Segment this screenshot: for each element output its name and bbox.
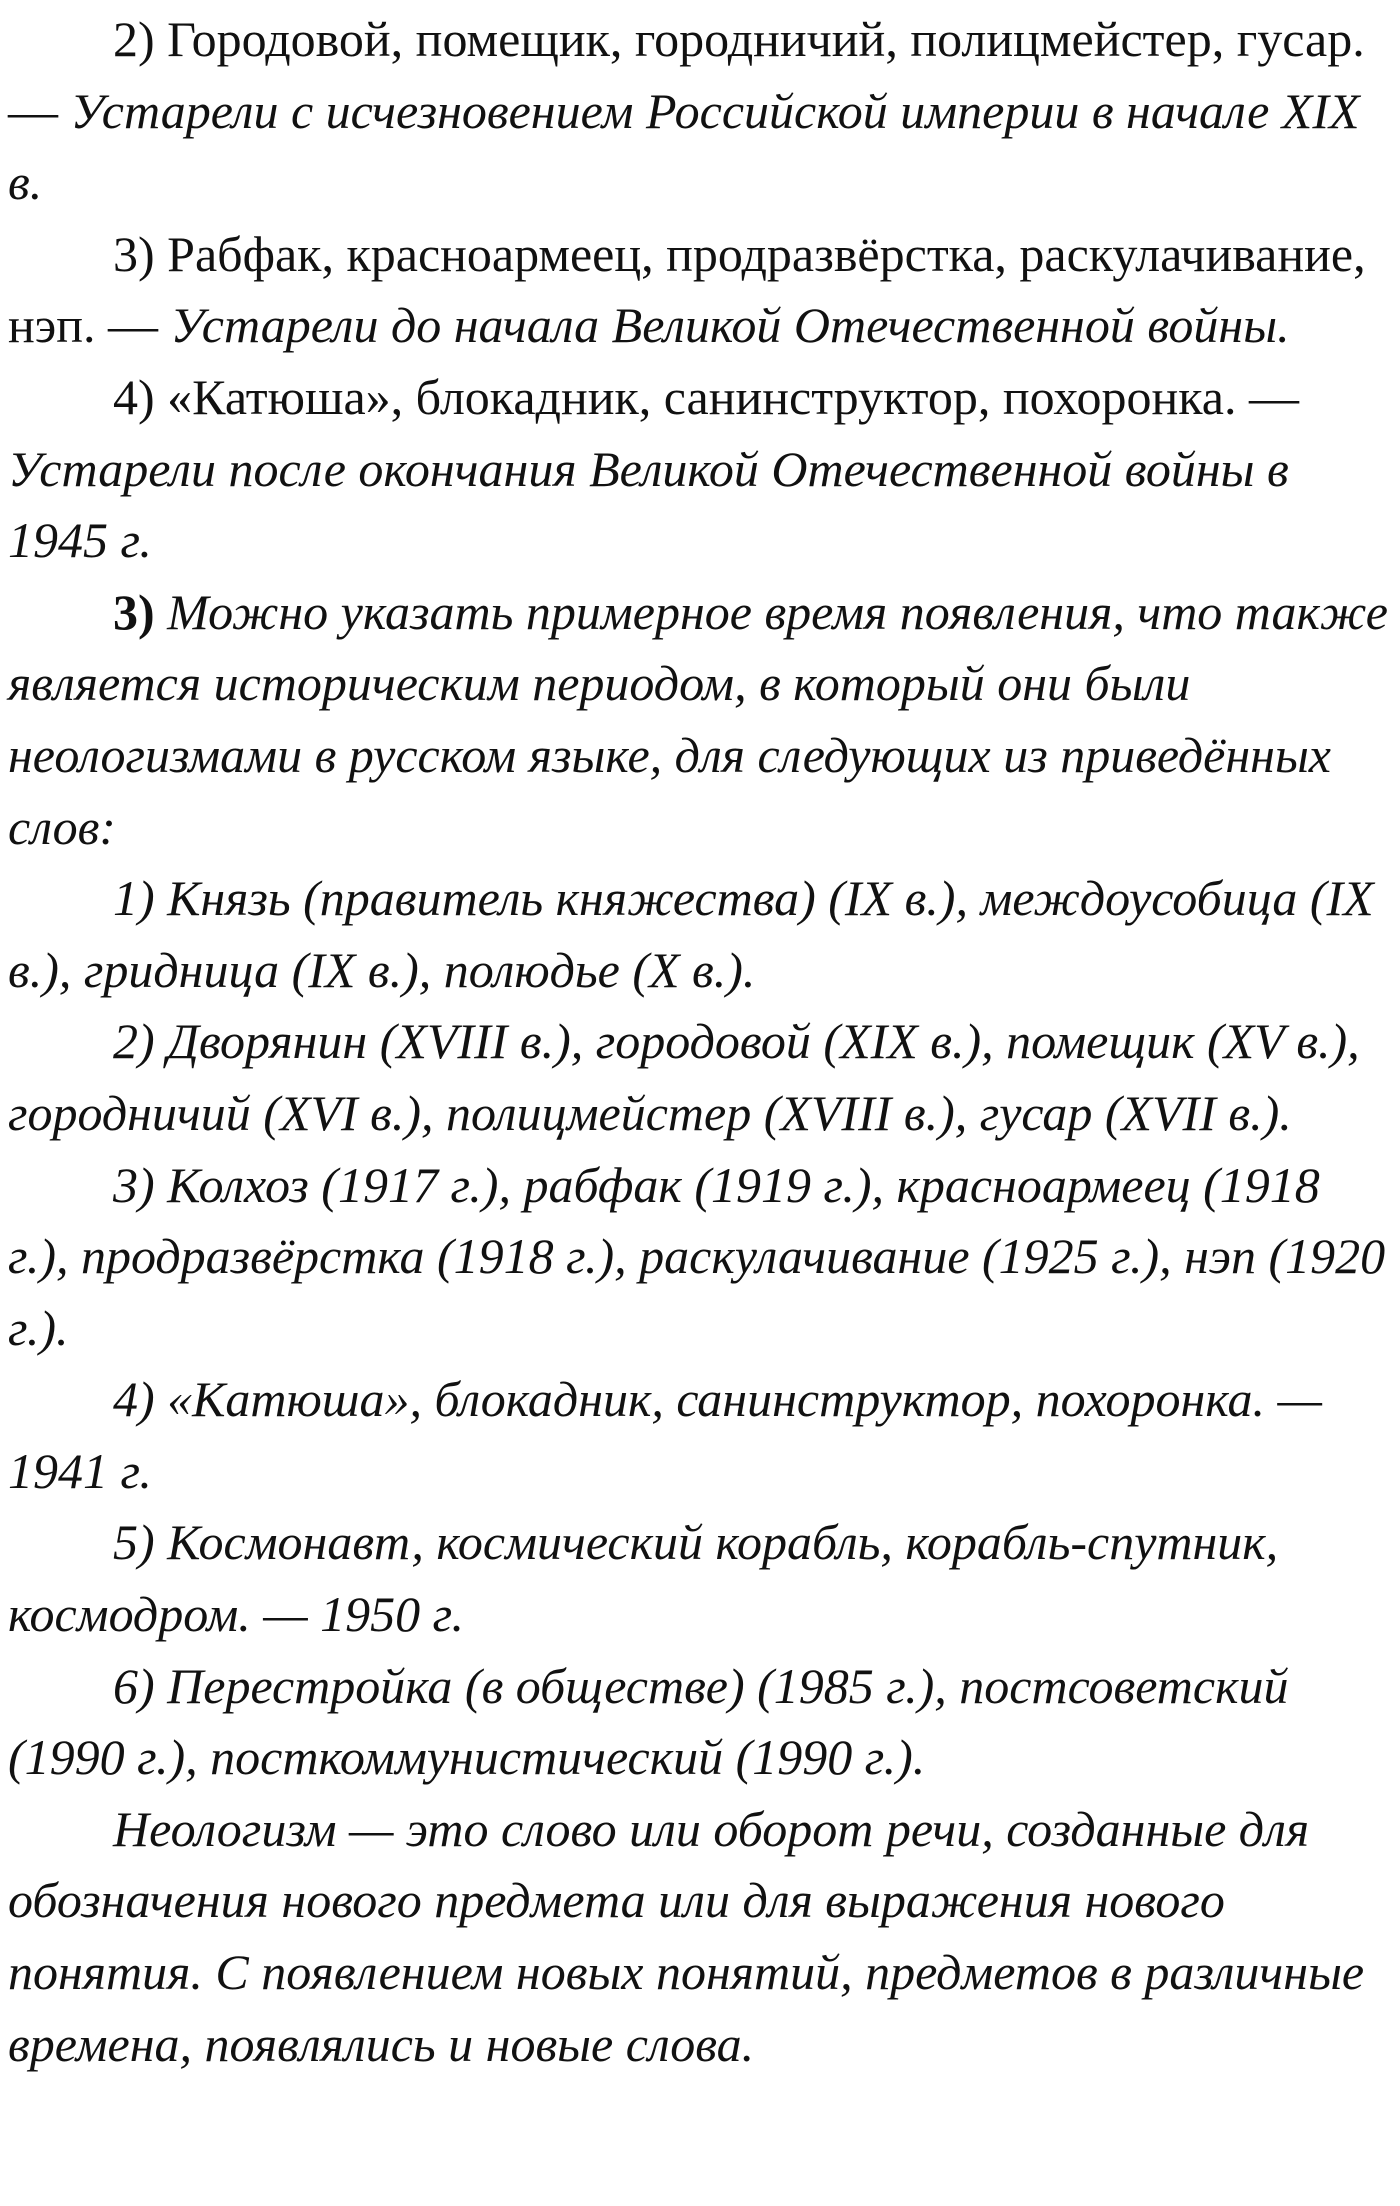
paragraph-explanation: Устарели после окончания Великой Отечественной войны в 1945 г. (8, 440, 1289, 569)
list-item-neologisms-2: 2) Дворянин (XVIII в.), городовой (XIX в.), помещик (XV в.), городничий (XVI в.), полицмейстер (XVIII в.), гусар (XVII в.). (8, 1013, 1360, 1141)
paragraph-explanation: Можно указать примерное время появления, что также является историческим периодом, в который они были неологизмами в русском языке, для следующих из приведённых слов: (8, 583, 1388, 855)
document-page (8, 4, 1392, 2080)
paragraph-obsolete-empire (8, 4, 1392, 219)
paragraph-text: 3) Рабфак, красноармеец, продразвёрстка, раскулачивание, нэп. — (8, 225, 1366, 354)
paragraph-text: 2) Городовой, помещик, городничий, полицмейстер, гусар. — (8, 11, 1365, 139)
paragraph-question-3 (8, 577, 1392, 863)
paragraph-obsolete-postwar (8, 362, 1392, 577)
list-item-neologisms-4: 4) «Катюша», блокадник, санинструктор, похоронка. —1941 г. (8, 1371, 1322, 1499)
paragraph-explanation: Устарели до начала Великой Отечественной войны. (170, 297, 1290, 354)
paragraph-neologism-definition: Неологизм — это слово или оборот речи, созданные для обозначения нового предмета или для выражения нового понятия. С появлением новых понятий, предметов в различные времена, появлялись и новые слова. (8, 1800, 1365, 2072)
paragraph-text: 4) «Катюша», блокадник, санинструктор, похоронка. — (113, 368, 1299, 425)
question-number: 3) (113, 583, 155, 640)
paragraph-obsolete-prewar (8, 219, 1392, 362)
list-item-neologisms-5: 5) Космонавт, космический корабль, корабль-спутник, космодром. — 1950 г. (8, 1514, 1279, 1643)
list-item-neologisms-1: 1) Князь (правитель княжества) (IX в.), междоусобица (IX в.), гридница (IX в.), полюдье (X в.). (8, 870, 1374, 998)
paragraph-explanation: Устарели с исчезновением Российской империи в начале XIX в. (8, 82, 1360, 211)
list-item-neologisms-3: 3) Колхоз (1917 г.), рабфак (1919 г.), красноармеец (1918 г.), продразвёрстка (1918 г.), раскулачивание (1925 г.), нэп (1920 г.). (8, 1156, 1386, 1356)
list-item-neologisms-6: 6) Перестройка (в обществе) (1985 г.), постсоветский (1990 г.), посткоммунистический (1990 г.). (8, 1657, 1289, 1786)
